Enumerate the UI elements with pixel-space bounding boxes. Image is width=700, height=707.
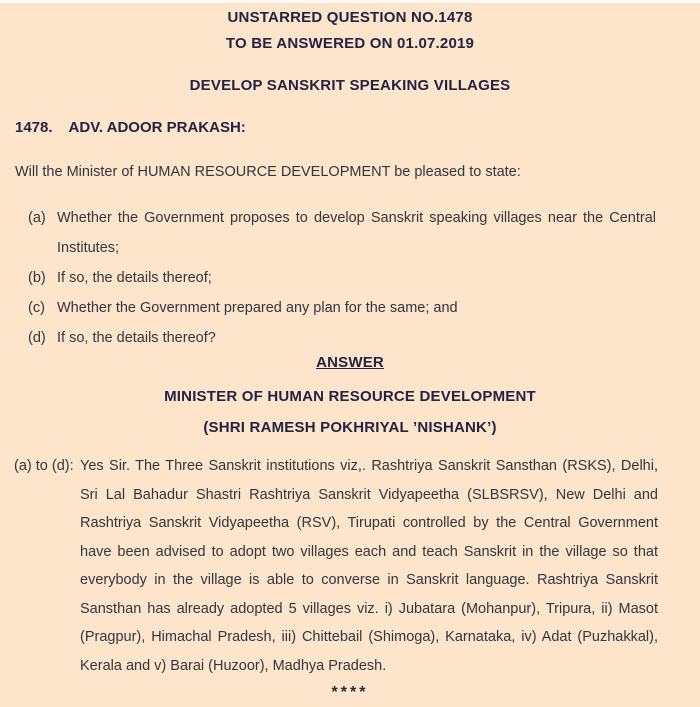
question-item-b xyxy=(0,263,656,293)
minister-title-line: MINISTER OF HUMAN RESOURCE DEVELOPMENT xyxy=(164,388,536,405)
question-item-text: If so, the details thereof; xyxy=(57,270,212,286)
question-item-d xyxy=(0,323,656,353)
question-asker-line xyxy=(0,119,700,137)
answer-heading-text: ANSWER xyxy=(316,354,384,371)
question-item-label: (b) xyxy=(28,270,46,286)
question-asker-name: ADV. ADOOR PRAKASH: xyxy=(68,119,246,136)
question-item-label: (c) xyxy=(28,300,45,316)
answer-paragraph xyxy=(0,452,700,680)
question-item-text: If so, the details thereof? xyxy=(57,330,216,346)
question-intro-line: Will the Minister of HUMAN RESOURCE DEVELOPMENT be pleased to state: xyxy=(15,164,521,180)
answer-range-label: (a) to (d): xyxy=(14,458,74,474)
question-item-a xyxy=(0,203,656,263)
document-header xyxy=(0,5,700,57)
question-item-label: (d) xyxy=(28,330,46,346)
question-number: 1478. xyxy=(15,119,53,136)
end-of-document-mark: **** xyxy=(331,684,369,701)
answer-date-heading: TO BE ANSWERED ON 01.07.2019 xyxy=(225,35,475,52)
question-item-text: Whether the Government proposes to develop Sanskrit speaking villages near the Central Institutes; xyxy=(57,210,656,256)
question-number-heading: UNSTARRED QUESTION NO.1478 xyxy=(227,9,473,26)
answer-body-text: Yes Sir. The Three Sanskrit institutions viz,. Rashtriya Sanskrit Sansthan (RSKS), Delhi, Sri Lal Bahadur Shastri Rashtriya Sanskrit Vidyapeetha (SLBSRSV), New Delhi and Rashtriya Sanskrit Vidyapeetha (RSV), Tirupati controlled by the Central Government have been advised to adopt two villages each and teach Sanskrit in the village so that everybody in the village is able to converse in Sanskrit language. Rashtriya Sanskrit Sansthan has already adopted 5 villages viz. i) Jubatara (Mohanpur), Tripura, ii) Masot (Pragpur), Himachal Pradesh, iii) Chittebail (Shimoga), Karnataka, iv) Adat (Puzhakkal), Kerala and v) Barai (Huzoor), Madhya Pradesh. xyxy=(80,458,658,674)
question-item-text: Whether the Government prepared any plan for the same; and xyxy=(57,300,458,316)
answer-section-heading xyxy=(0,354,700,372)
question-item-c xyxy=(0,293,656,323)
question-items-list xyxy=(0,203,700,353)
minister-name-line: (SHRI RAMESH POKHRIYAL ’NISHANK’) xyxy=(203,419,497,436)
question-item-label: (a) xyxy=(28,210,46,226)
document-title: DEVELOP SANSKRIT SPEAKING VILLAGES xyxy=(189,77,511,94)
